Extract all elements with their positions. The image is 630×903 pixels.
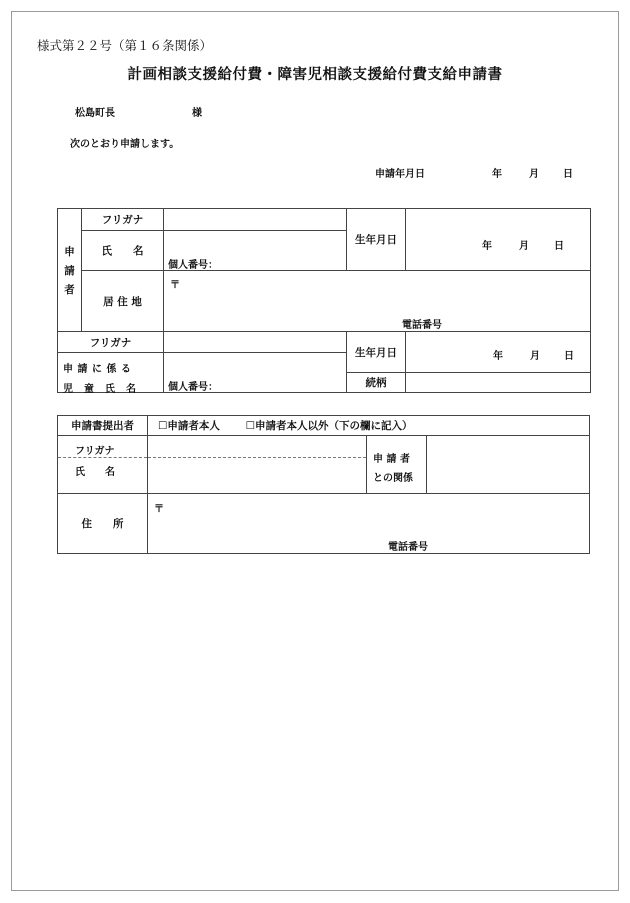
relationship-label: 続柄 bbox=[347, 373, 406, 393]
applicant-birth-month: 月 bbox=[519, 241, 529, 252]
applicant-residence-label: 居 住 地 bbox=[82, 271, 164, 332]
applicant-table bbox=[57, 208, 591, 393]
submitter-name-label: 氏 名 bbox=[75, 467, 115, 478]
relationship-field[interactable] bbox=[406, 373, 591, 393]
child-furigana-label: フリガナ bbox=[58, 332, 164, 353]
form-title: 計画相談支援給付費・障害児相談支援給付費支給申請書 bbox=[127, 67, 503, 83]
submitter-postal-mark: 〒 bbox=[154, 504, 164, 515]
application-date-month: 月 bbox=[529, 169, 539, 180]
child-name-label bbox=[58, 353, 164, 393]
checkbox-other[interactable]: ☐ bbox=[245, 420, 255, 432]
applicant-birthdate-label: 生年月日 bbox=[347, 209, 406, 271]
applicant-phone-label: 電話番号 bbox=[402, 320, 442, 331]
submitter-phone-label: 電話番号 bbox=[388, 542, 428, 553]
submitter-table bbox=[57, 415, 590, 554]
applicant-birth-day: 日 bbox=[554, 241, 564, 252]
child-name-field[interactable] bbox=[164, 353, 347, 393]
child-personal-number-label: 個人番号： bbox=[168, 382, 218, 393]
submitter-options bbox=[148, 416, 590, 436]
application-date-label: 申請年月日 bbox=[375, 169, 425, 180]
option-other-label: 申請者本人以外（下の欄に記入） bbox=[255, 420, 413, 432]
intro-text: 次のとおり申請します。 bbox=[70, 139, 180, 150]
postal-mark: 〒 bbox=[170, 280, 180, 291]
relation-line1: 申 請 者 bbox=[373, 454, 410, 465]
applicant-birth-year: 年 bbox=[482, 241, 492, 252]
child-birth-year: 年 bbox=[493, 351, 503, 362]
applicant-name-field[interactable] bbox=[164, 231, 347, 271]
checkbox-self[interactable]: ☐ bbox=[158, 420, 168, 432]
child-birth-month: 月 bbox=[530, 351, 540, 362]
submitter-address-field[interactable] bbox=[148, 494, 590, 554]
application-date-year: 年 bbox=[492, 169, 502, 180]
child-birth-day: 日 bbox=[564, 351, 574, 362]
submitter-name-label-cell bbox=[58, 436, 148, 494]
applicant-personal-number-label: 個人番号： bbox=[168, 260, 218, 271]
applicant-residence-field[interactable] bbox=[164, 271, 591, 332]
child-birthdate-label: 生年月日 bbox=[347, 332, 406, 373]
submitter-name-field[interactable] bbox=[148, 436, 367, 494]
submitter-address-label: 住 所 bbox=[58, 494, 148, 554]
addressee: 松島町長 bbox=[75, 108, 115, 119]
submitter-relation-label bbox=[367, 436, 427, 494]
applicant-name-label: 氏 名 bbox=[82, 231, 164, 271]
submitter-furigana-label: フリガナ bbox=[75, 446, 115, 457]
honorific: 様 bbox=[192, 108, 202, 119]
applicant-furigana-field[interactable] bbox=[164, 209, 347, 231]
form-number: 様式第２２号（第１６条関係） bbox=[37, 38, 213, 53]
submitter-relation-field[interactable] bbox=[427, 436, 590, 494]
applicant-birthdate-field[interactable] bbox=[406, 209, 591, 271]
relation-line2: との関係 bbox=[373, 473, 413, 484]
child-furigana-field[interactable] bbox=[164, 332, 347, 353]
application-date-day: 日 bbox=[563, 169, 573, 180]
applicant-furigana-label: フリガナ bbox=[82, 209, 164, 231]
child-label-line1: 申 請 に 係 る bbox=[63, 364, 132, 375]
applicant-group-label: 申 請 者 bbox=[58, 209, 82, 332]
child-birthdate-field[interactable] bbox=[406, 332, 591, 373]
option-self-label: 申請者本人 bbox=[167, 420, 220, 432]
submitter-label: 申請書提出者 bbox=[58, 416, 148, 436]
child-label-line2: 児 童 氏 名 bbox=[63, 384, 137, 395]
